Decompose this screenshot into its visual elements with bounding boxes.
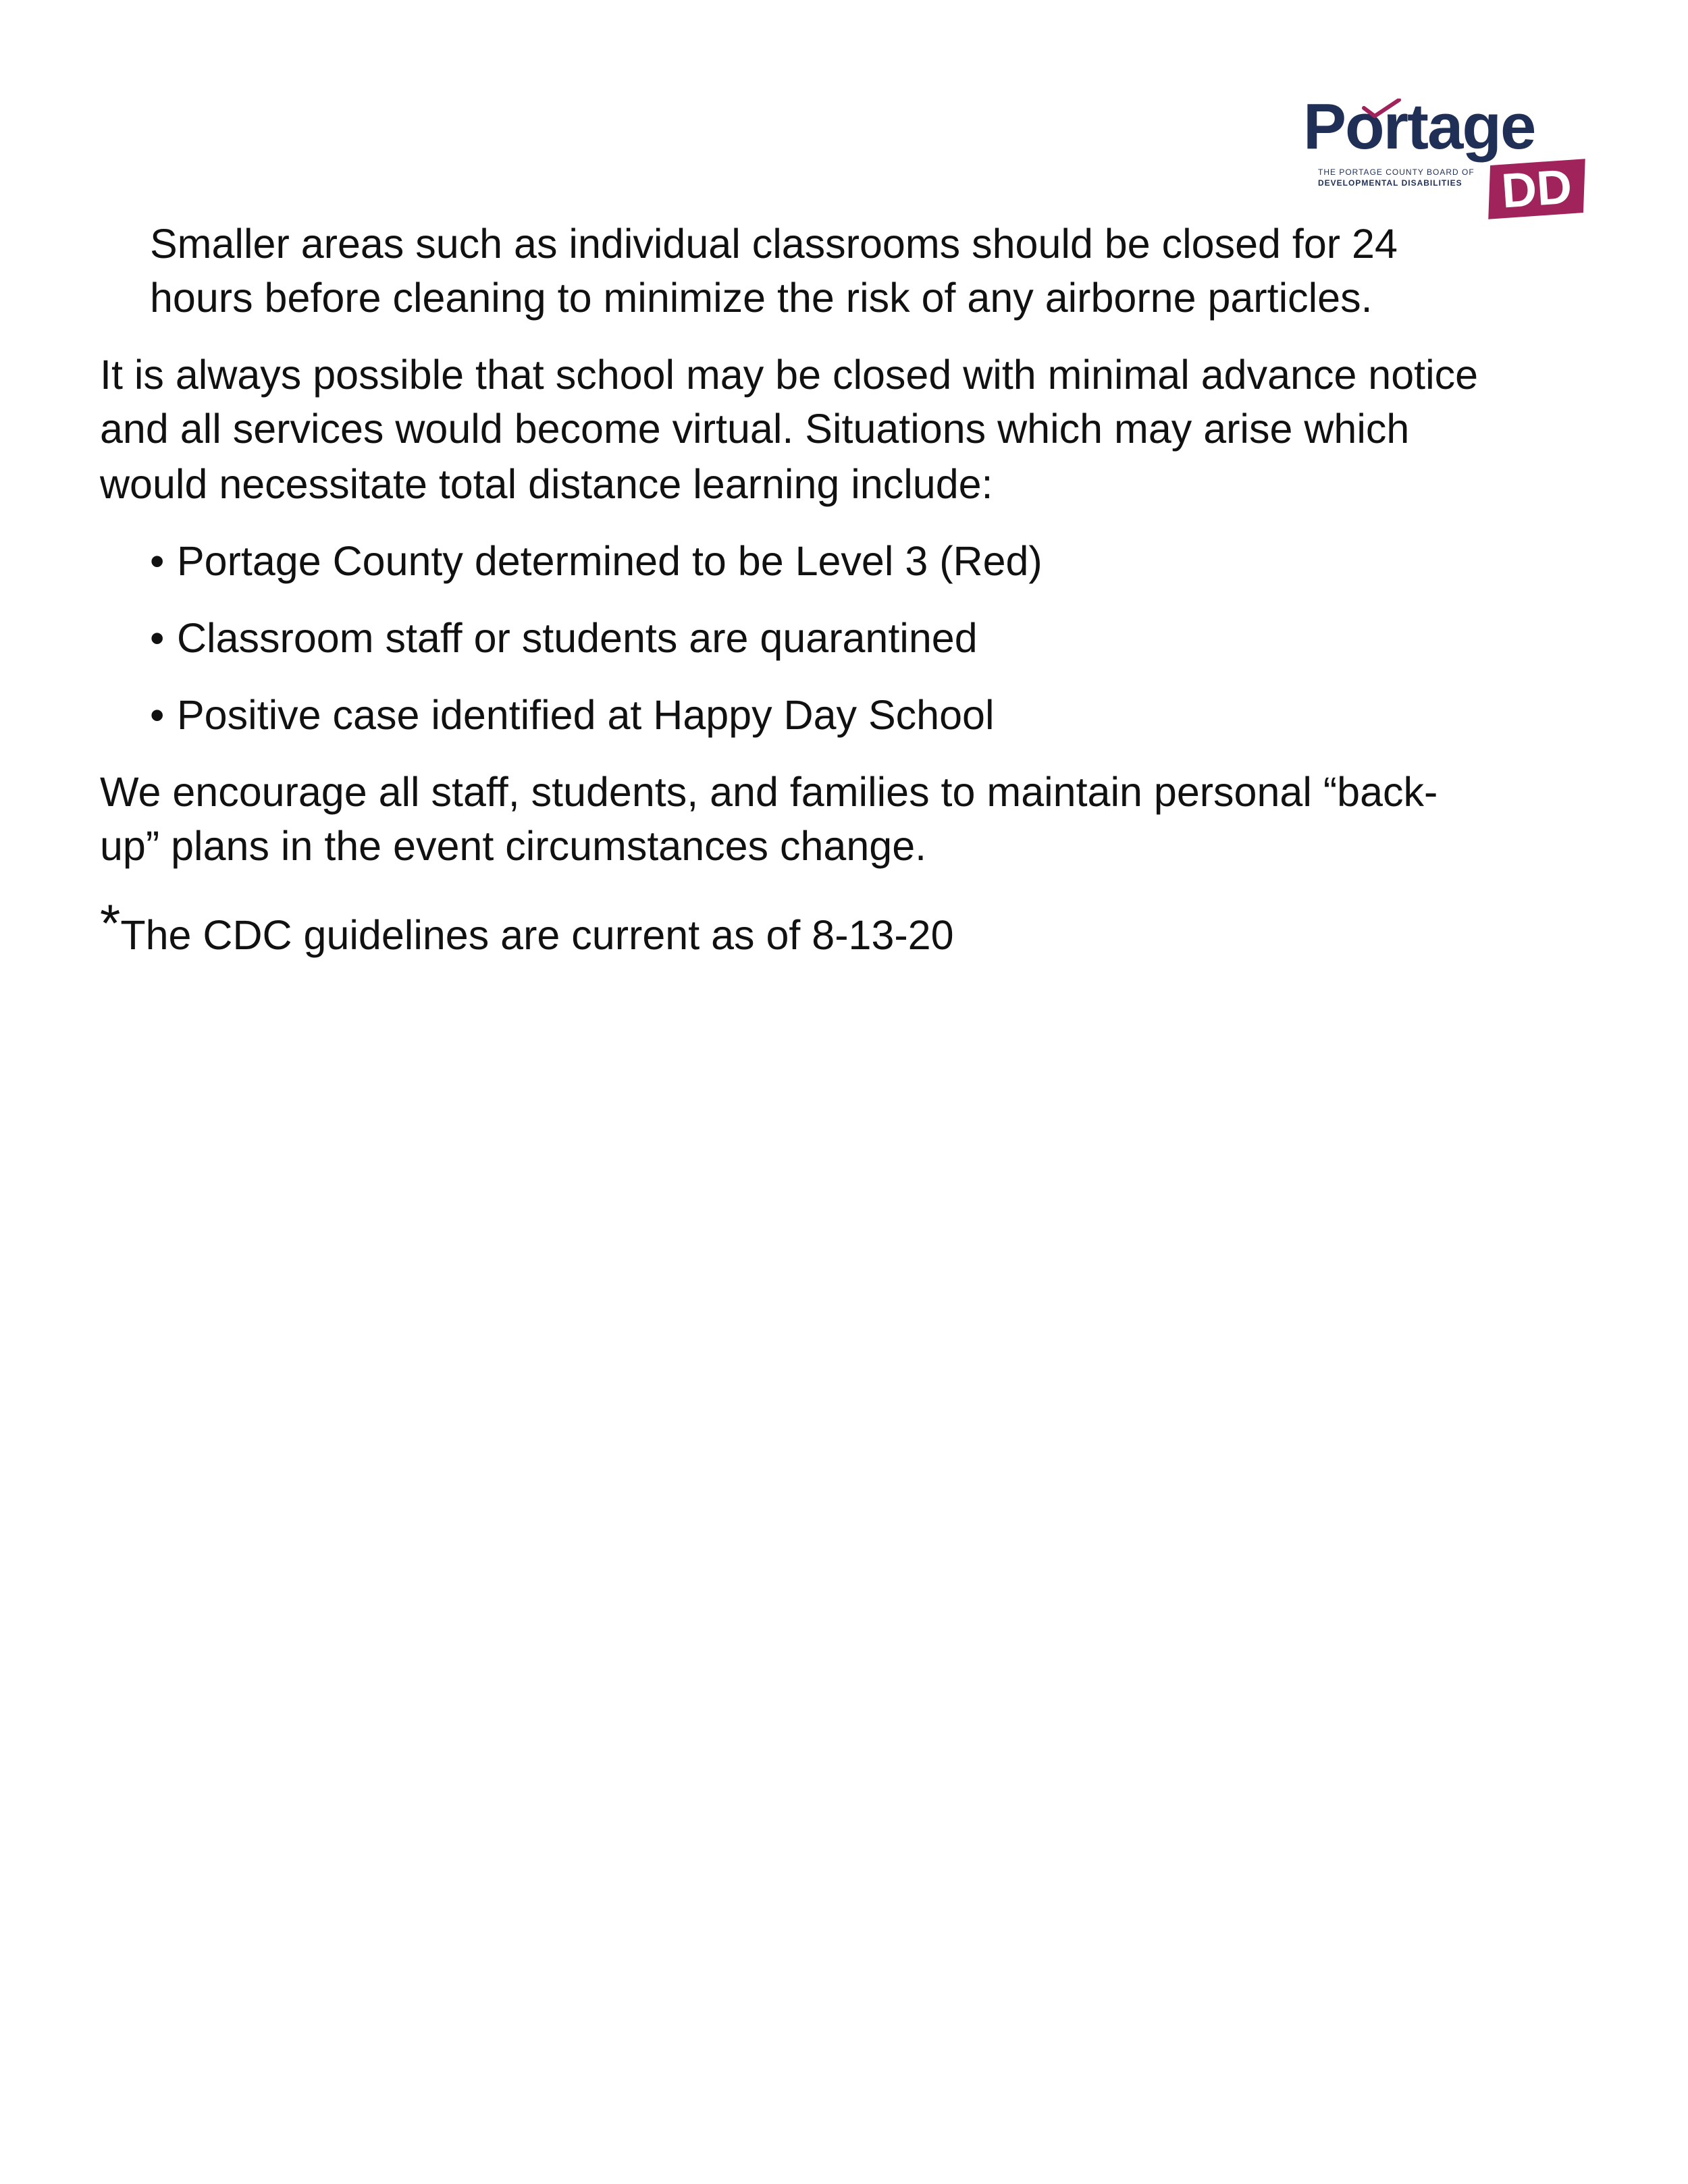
logo-dd-badge bbox=[1489, 159, 1584, 219]
bullet-marker: • bbox=[150, 692, 165, 738]
list-item bbox=[150, 533, 1043, 589]
portage-dd-logo bbox=[1303, 90, 1593, 223]
cdc-footnote bbox=[100, 893, 954, 963]
list-item bbox=[150, 610, 978, 666]
footnote-text: The CDC guidelines are current as of 8-13-20 bbox=[120, 912, 954, 958]
backup-paragraph-line2: up” plans in the event circumstances change. bbox=[100, 823, 927, 869]
logo-dd-text: DD bbox=[1500, 159, 1574, 219]
closure-paragraph-line1: It is always possible that school may be closed with minimal advance notice bbox=[100, 352, 1479, 398]
bullet-text: Positive case identified at Happy Day School bbox=[177, 692, 995, 738]
closure-paragraph-line2: and all services would become virtual. Situations which may arise which bbox=[100, 406, 1410, 452]
footnote-asterisk: * bbox=[100, 893, 121, 953]
cleaning-paragraph-line1: Smaller areas such as individual classrooms should be closed for 24 bbox=[150, 221, 1398, 267]
checkmark-icon bbox=[1361, 99, 1402, 119]
bullet-marker: • bbox=[150, 615, 165, 661]
backup-paragraph-line1: We encourage all staff, students, and families to maintain personal “back- bbox=[100, 769, 1438, 815]
logo-subtitle-line2: DEVELOPMENTAL DISABILITIES bbox=[1318, 178, 1462, 188]
cleaning-paragraph-line2: hours before cleaning to minimize the risk of any airborne particles. bbox=[150, 275, 1373, 321]
bullet-text: Classroom staff or students are quarantined bbox=[177, 615, 978, 661]
logo-subtitle-line1: THE PORTAGE COUNTY BOARD OF bbox=[1318, 167, 1475, 177]
list-item bbox=[150, 687, 995, 743]
closure-paragraph-line3: would necessitate total distance learning include: bbox=[100, 461, 993, 507]
logo-wordmark: Portage bbox=[1303, 90, 1535, 163]
bullet-text: Portage County determined to be Level 3 (Red) bbox=[177, 538, 1043, 584]
bullet-marker: • bbox=[150, 538, 165, 584]
